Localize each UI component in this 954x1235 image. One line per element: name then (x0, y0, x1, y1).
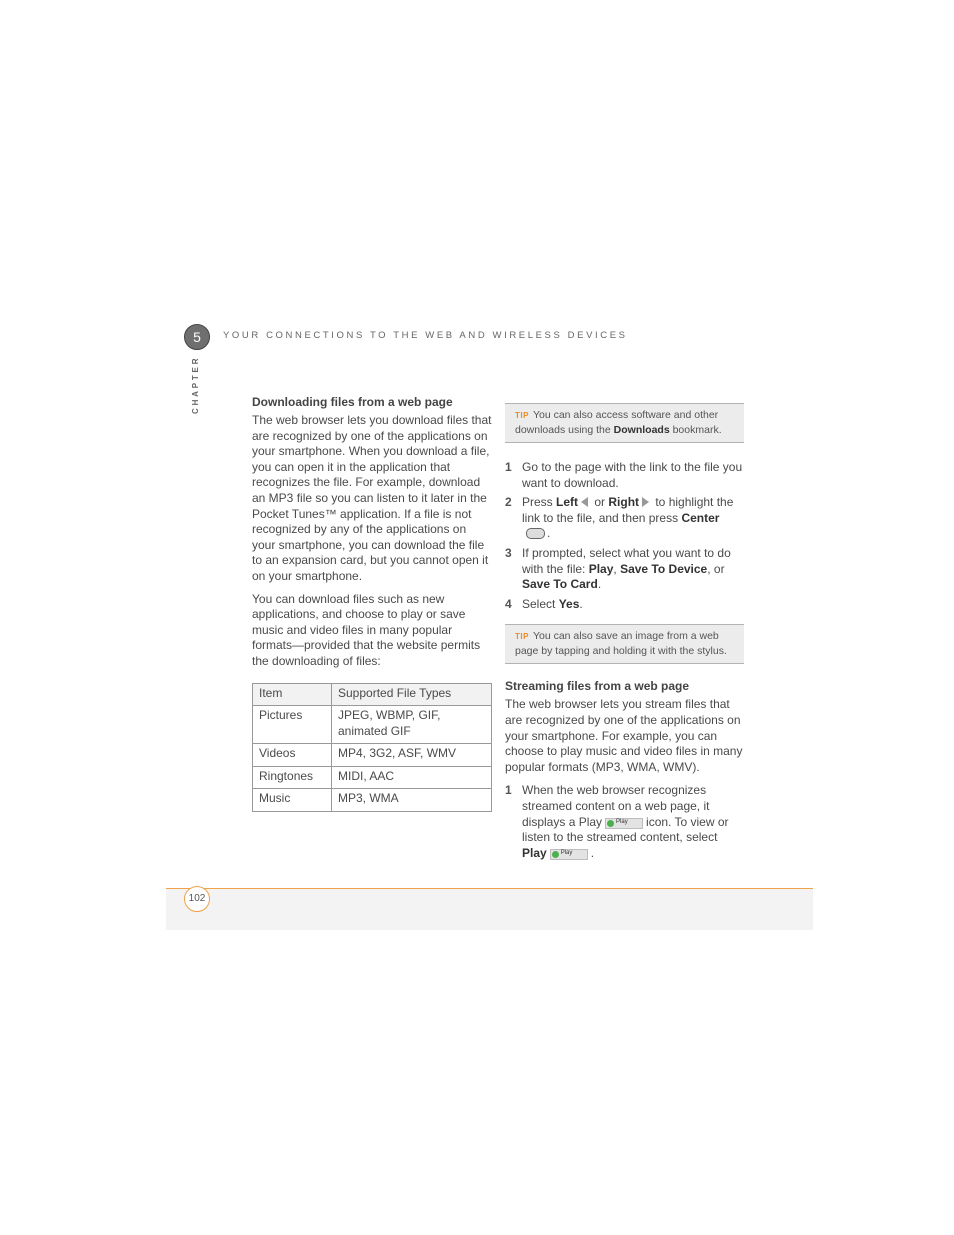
chapter-label: CHAPTER (191, 355, 200, 414)
step-text: icon. To view or listen to the streamed content, select (522, 814, 729, 845)
list-item (505, 783, 744, 861)
table-cell: MP3, WMA (332, 789, 492, 812)
paragraph-download-formats: You can download files such as new applications, and choose to play or save music and video files in many popular formats—provided that the website permits the downloading of files: (252, 591, 481, 668)
list-item (505, 597, 744, 613)
page-number: 102 (184, 886, 210, 912)
step-text: Press (522, 495, 557, 510)
step-text: to highlight the link to the file, and then press (522, 495, 734, 525)
play-dot-icon (607, 820, 614, 827)
tip-text: You can also save an image from a web page by tapping and holding it with the stylus. (515, 630, 727, 658)
left-column (252, 395, 492, 812)
footer-divider (166, 888, 813, 889)
step-text: , (613, 561, 621, 576)
left-arrow-icon (581, 497, 588, 507)
option-save-to-device: Save To Device (620, 561, 708, 576)
play-icon (605, 818, 643, 829)
play-icon-label: Play (560, 850, 573, 857)
table-cell: Ringtones (253, 766, 332, 789)
tip-label: TIP (515, 632, 529, 642)
table-cell: Music (253, 789, 332, 812)
tip-bold-downloads: Downloads (613, 424, 670, 436)
step-text: , or (707, 561, 725, 576)
step-text: . (597, 577, 602, 592)
table-row (253, 706, 492, 744)
step-text: When the web browser recognizes streamed content on a web page, it displays a Play (522, 783, 710, 829)
option-save-to-card: Save To Card (522, 577, 598, 592)
step-number: 1 (505, 460, 512, 474)
footer-band (166, 889, 813, 930)
play-icon (550, 849, 588, 860)
table-row (253, 744, 492, 767)
table-cell: JPEG, WBMP, GIF, animated GIF (332, 706, 492, 744)
tip-text: You can also access software and other downloads using the (515, 409, 719, 436)
tip-text-end: bookmark. (669, 424, 722, 436)
step-text: Select (522, 596, 559, 611)
table-cell: MP4, 3G2, ASF, WMV (332, 744, 492, 767)
key-center-label: Center (681, 510, 720, 525)
file-types-table (252, 683, 492, 813)
table-row (253, 766, 492, 789)
step-text: . (590, 845, 595, 860)
step-text: Go to the page with the link to the file you want to download. (522, 460, 743, 490)
key-left-label: Left (556, 495, 579, 510)
center-button-icon (526, 528, 545, 539)
table-row (253, 789, 492, 812)
tip-label: TIP (515, 411, 529, 420)
play-icon-label: Play (616, 819, 628, 826)
step-number: 4 (505, 596, 512, 611)
section-heading-downloading: Downloading files from a web page (252, 395, 453, 409)
step-text: . (547, 526, 551, 541)
list-item (505, 495, 744, 542)
option-play: Play (522, 845, 547, 860)
streaming-steps (505, 783, 744, 861)
key-right-label: Right (608, 495, 640, 510)
tip-box-downloads (505, 403, 744, 443)
step-number: 1 (505, 783, 512, 798)
step-text: . (579, 596, 583, 611)
section-heading-streaming: Streaming files from a web page (505, 679, 690, 694)
table-cell: MIDI, AAC (332, 766, 492, 789)
list-item (505, 460, 744, 491)
right-column (505, 403, 744, 861)
chapter-number-badge: 5 (184, 324, 210, 350)
running-title: YOUR CONNECTIONS TO THE WEB AND WIRELESS DEVICES (223, 330, 628, 341)
play-dot-icon (552, 851, 559, 858)
table-cell: Videos (253, 744, 332, 767)
table-header-cell: Item (253, 683, 332, 706)
right-arrow-icon (642, 497, 649, 507)
step-number: 3 (505, 545, 512, 560)
paragraph-download-intro: The web browser lets you download files that are recognized by one of the applications on your smartphone. When you download a file, you can open it in the application that recognizes the file. For example, download an MP3 file so you can listen to it later in the Pocket Tunes™ application. If a file is not recognized by any of the applications on your smartphone, you can download the file to an expansion card, but you cannot open it on your smartphone. (252, 413, 492, 583)
download-steps (505, 460, 744, 612)
step-text: If prompted, select what you want to do with the file: (522, 545, 731, 576)
list-item (505, 546, 744, 593)
option-play: Play (588, 561, 614, 576)
paragraph-streaming: The web browser lets you stream files that are recognized by one of the applications on your smartphone. For example, you can choose to play music and video files in many popular formats (MP3, WMA, WMV). (505, 697, 743, 774)
table-header-cell: Supported File Types (332, 683, 492, 706)
table-cell: Pictures (253, 706, 332, 744)
table-header-row (253, 683, 492, 706)
option-yes: Yes (558, 596, 580, 611)
step-text: or (591, 495, 609, 510)
tip-box-save-image (505, 624, 744, 664)
step-number: 2 (505, 495, 512, 510)
